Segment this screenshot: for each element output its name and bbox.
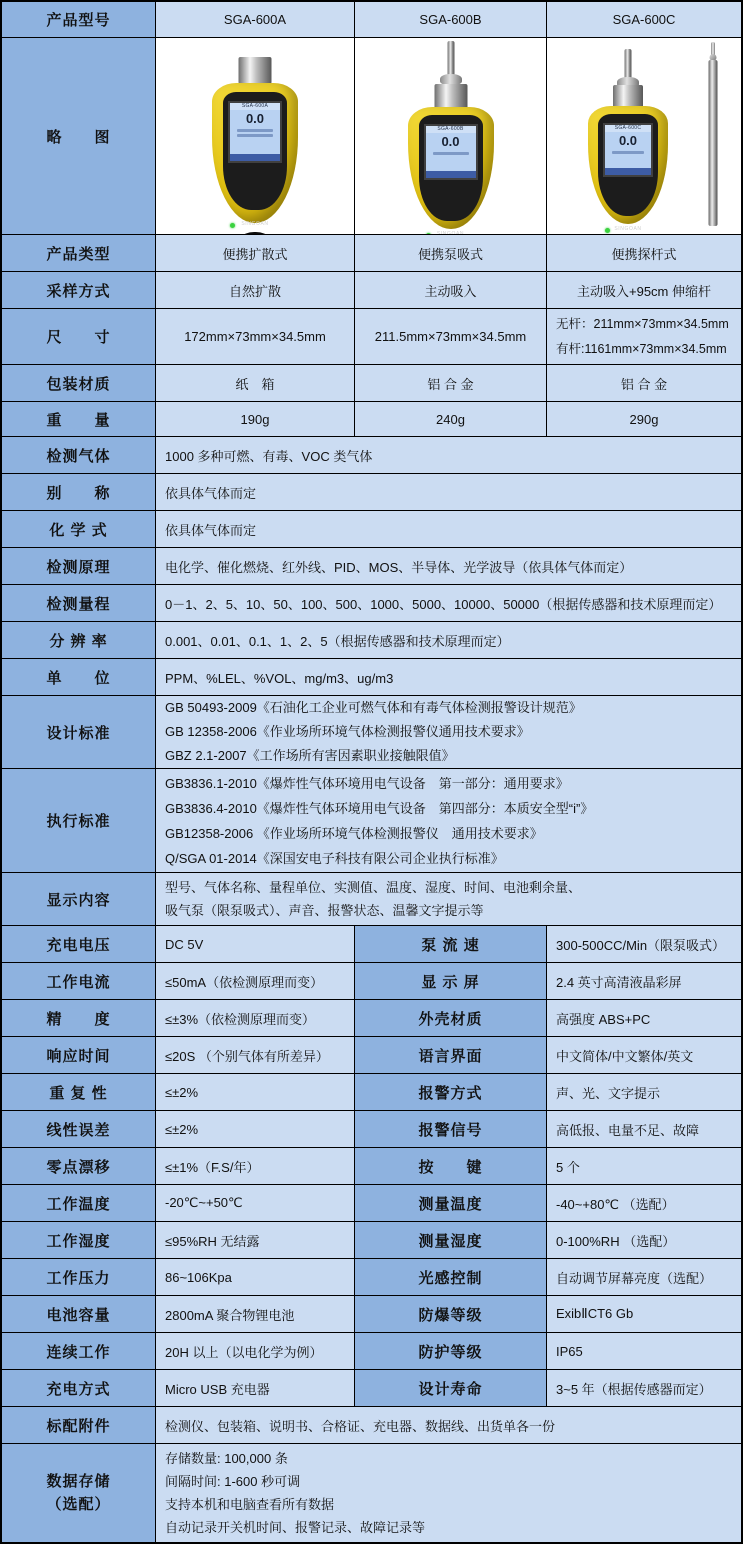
row-working-current-display <box>2 963 741 1000</box>
row-label: 防护等级 <box>355 1333 547 1370</box>
row-label: 精 度 <box>2 1000 156 1037</box>
row-detected-gas <box>2 437 741 474</box>
sensor-cap <box>239 57 272 84</box>
row-label: 充电电压 <box>2 926 156 963</box>
row-detection-principle <box>2 548 741 585</box>
spec-value: 86~106Kpa <box>156 1259 355 1296</box>
spec-value: 铝 合 金 <box>547 365 741 402</box>
spec-value: ≤95%RH 无结露 <box>156 1222 355 1259</box>
row-packaging <box>2 365 741 402</box>
row-label: 显示内容 <box>2 873 156 926</box>
spec-value: 高强度 ABS+PC <box>547 1000 741 1037</box>
spec-value: 0-100%RH （选配） <box>547 1222 741 1259</box>
display-line: 型号、气体名称、量程单位、实测值、温度、湿度、时间、电池剩余量、 <box>165 880 582 895</box>
row-detection-range <box>2 585 741 622</box>
standard-line: GB3836.4-2010《爆炸性气体环境用电气设备 第四部分：本质安全型“i”》 <box>165 800 594 816</box>
standard-line: GB 50493-2009《石油化工企业可燃气体和有毒气体检测报警设计规范》 <box>165 700 582 715</box>
screen-title: SGA-600B <box>426 126 476 133</box>
header-row <box>2 2 741 38</box>
row-label: 别 称 <box>2 474 156 511</box>
row-label-line: 数据存储 <box>46 1473 111 1490</box>
row-label: 线性误差 <box>2 1111 156 1148</box>
spec-value: 1000 多种可燃、有毒、VOC 类气体 <box>156 437 741 474</box>
device-body <box>212 83 298 227</box>
row-label: 包装材质 <box>2 365 156 402</box>
gas-detector-telescopic <box>573 41 683 231</box>
screen-line <box>237 129 273 132</box>
screen-title: SGA-600C <box>605 125 651 132</box>
spec-value: 290g <box>547 402 741 437</box>
spec-value: 依具体气体而定 <box>156 474 741 511</box>
model-name-b: SGA-600B <box>355 2 547 38</box>
dim-with-rod: 有杆:1161mm×73mm×34.5mm <box>556 341 727 356</box>
spec-value: ≤20S （个别气体有所差异） <box>156 1037 355 1074</box>
spec-value <box>156 769 741 873</box>
row-label: 语言界面 <box>355 1037 547 1074</box>
row-label: 设计寿命 <box>355 1370 547 1407</box>
row-label: 尺 寸 <box>2 309 156 365</box>
spec-value: 便携扩散式 <box>156 235 355 272</box>
spec-value: DC 5V <box>156 926 355 963</box>
brand-label: SINGOAN <box>241 221 269 227</box>
row-data-storage <box>2 1444 741 1542</box>
sensor-cap <box>434 84 467 109</box>
row-label: 工作电流 <box>2 963 156 1000</box>
spec-value: 2.4 英寸高清液晶彩屏 <box>547 963 741 1000</box>
spec-value: 主动吸入 <box>355 272 547 309</box>
brand-label: SINGOAN <box>614 226 642 232</box>
lcd-screen <box>424 124 478 180</box>
model-name-a: SGA-600A <box>156 2 355 38</box>
row-weight <box>2 402 741 437</box>
brand-label: SINGOAN <box>436 231 465 235</box>
spec-value: 声、光、文字提示 <box>547 1074 741 1111</box>
row-label: 报警信号 <box>355 1111 547 1148</box>
row-resolution <box>2 622 741 659</box>
button-cluster <box>232 232 278 235</box>
standard-line: GB12358-2006 《作业场所环境气体检测报警仪 通用技术要求》 <box>165 825 543 841</box>
spec-value: 高低报、电量不足、故障 <box>547 1111 741 1148</box>
spec-value: 3~5 年（根据传感器而定） <box>547 1370 741 1407</box>
product-image-b <box>355 38 547 235</box>
row-label: 测量湿度 <box>355 1222 547 1259</box>
rod-shaft <box>709 60 718 226</box>
row-label: 化 学 式 <box>2 511 156 548</box>
spec-value: 中文简体/中文繁体/英文 <box>547 1037 741 1074</box>
display-line: 吸气泵（限泵吸式）、声音、报警状态、温馨文字提示等 <box>165 903 484 918</box>
sketch-label: 略 图 <box>2 38 156 235</box>
sensor-cap <box>613 85 643 108</box>
row-charge-voltage-pump-flow <box>2 926 741 963</box>
front-panel <box>419 115 483 235</box>
row-label: 零点漂移 <box>2 1148 156 1185</box>
dim-no-rod: 无杆：211mm×73mm×34.5mm <box>556 316 729 331</box>
screen-line <box>612 151 644 154</box>
spec-value: 依具体气体而定 <box>156 511 741 548</box>
spec-value: ExibⅡCT6 Gb <box>547 1296 741 1333</box>
row-linearity-alarm-signal <box>2 1111 741 1148</box>
row-label <box>2 1444 156 1542</box>
spec-value: 0.001、0.01、0.1、1、2、5（根据传感器和技术原理而定） <box>156 622 741 659</box>
spec-value: 240g <box>355 402 547 437</box>
spec-value: ≤50mA（依检测原理而变） <box>156 963 355 1000</box>
row-label: 光感控制 <box>355 1259 547 1296</box>
row-label: 连续工作 <box>2 1333 156 1370</box>
screen-footer <box>230 154 280 161</box>
gas-detector-diffusion <box>200 41 310 231</box>
storage-line: 间隔时间: 1-600 秒可调 <box>165 1474 301 1489</box>
row-battery-explosionproof <box>2 1296 741 1333</box>
spec-value: Micro USB 充电器 <box>156 1370 355 1407</box>
spec-value: 211.5mm×73mm×34.5mm <box>355 309 547 365</box>
spec-value <box>156 1444 741 1542</box>
row-execution-standards <box>2 769 741 873</box>
spec-value <box>547 309 741 365</box>
row-dimensions <box>2 309 741 365</box>
row-repeatability-alarm-mode <box>2 1074 741 1111</box>
screen-footer <box>605 168 651 175</box>
row-label: 重 复 性 <box>2 1074 156 1111</box>
row-label: 采样方式 <box>2 272 156 309</box>
storage-line: 支持本机和电脑查看所有数据 <box>165 1497 335 1512</box>
spec-value: 电化学、催化燃烧、红外线、PID、MOS、半导体、光学波导（依具体气体而定） <box>156 548 741 585</box>
row-working-temp-measure-temp <box>2 1185 741 1222</box>
row-label: 测量温度 <box>355 1185 547 1222</box>
screen-title: SGA-600A <box>230 103 280 110</box>
spec-value: 纸 箱 <box>156 365 355 402</box>
telescopic-rod <box>708 42 718 226</box>
row-chemical-formula <box>2 511 741 548</box>
screen-reading: 0.0 <box>245 111 265 126</box>
screen-line <box>433 152 469 155</box>
screen-reading: 0.0 <box>618 133 638 148</box>
spec-value: 检测仪、包装箱、说明书、合格证、充电器、数据线、出货单各一份 <box>156 1407 741 1444</box>
row-working-pressure-light-control <box>2 1259 741 1296</box>
row-label: 充电方式 <box>2 1370 156 1407</box>
row-zero-drift-keys <box>2 1148 741 1185</box>
spec-value: ≤±3%（依检测原理而变） <box>156 1000 355 1037</box>
front-panel <box>598 114 658 232</box>
row-label: 电池容量 <box>2 1296 156 1333</box>
spec-value: 0－1、2、5、10、50、100、500、1000、5000、10000、50000（根据传感器和技术原理而定） <box>156 585 741 622</box>
row-label: 执行标准 <box>2 769 156 873</box>
screen-footer <box>426 171 476 178</box>
spec-value: 300-500CC/Min（限泵吸式） <box>547 926 741 963</box>
row-response-language <box>2 1037 741 1074</box>
spec-value: 190g <box>156 402 355 437</box>
spec-value <box>156 873 741 926</box>
row-design-standards <box>2 696 741 769</box>
row-label: 检测原理 <box>2 548 156 585</box>
storage-line: 存储数量: 100,000 条 <box>165 1451 288 1466</box>
spec-value: 便携泵吸式 <box>355 235 547 272</box>
row-continuous-work-protection <box>2 1333 741 1370</box>
row-label: 工作压力 <box>2 1259 156 1296</box>
spec-value: -40~+80℃ （选配） <box>547 1185 741 1222</box>
product-image-a <box>156 38 355 235</box>
spec-value: 主动吸入+95cm 伸缩杆 <box>547 272 741 309</box>
row-label: 响应时间 <box>2 1037 156 1074</box>
screen-line <box>237 134 273 137</box>
row-label: 防爆等级 <box>355 1296 547 1333</box>
row-label: 标配附件 <box>2 1407 156 1444</box>
standard-line: GB3836.1-2010《爆炸性气体环境用电气设备 第一部分：通用要求》 <box>165 775 569 791</box>
row-label: 检测气体 <box>2 437 156 474</box>
row-label: 检测量程 <box>2 585 156 622</box>
spec-value: -20℃~+50℃ <box>156 1185 355 1222</box>
lcd-screen <box>228 101 282 163</box>
row-label: 泵 流 速 <box>355 926 547 963</box>
row-working-humidity-measure-humidity <box>2 1222 741 1259</box>
row-label: 报警方式 <box>355 1074 547 1111</box>
row-label: 产品类型 <box>2 235 156 272</box>
row-label: 工作温度 <box>2 1185 156 1222</box>
storage-line: 自动记录开关机时间、报警记录、故障记录等 <box>165 1520 426 1535</box>
standard-line: GBZ 2.1-2007《工作场所有害因素职业接触限值》 <box>165 748 455 763</box>
row-label-line: （选配） <box>46 1496 111 1513</box>
spec-value: 2800mA 聚合物锂电池 <box>156 1296 355 1333</box>
spec-value: ≤±2% <box>156 1074 355 1111</box>
spec-value: 自动调节屏幕亮度（选配） <box>547 1259 741 1296</box>
row-units <box>2 659 741 696</box>
row-sampling <box>2 272 741 309</box>
row-label: 单 位 <box>2 659 156 696</box>
spec-value: 便携探杆式 <box>547 235 741 272</box>
standard-line: Q/SGA 01-2014《深国安电子科技有限公司企业执行标准》 <box>165 850 504 866</box>
spec-value: 铝 合 金 <box>355 365 547 402</box>
standard-line: GB 12358-2006《作业场所环境气体检测报警仪通用技术要求》 <box>165 724 530 739</box>
screen-reading: 0.0 <box>441 134 460 149</box>
row-display-content <box>2 873 741 926</box>
row-accuracy-shell <box>2 1000 741 1037</box>
spec-value <box>156 696 741 769</box>
sketch-row <box>2 38 741 235</box>
gas-detector-pump <box>396 41 506 235</box>
spec-value: IP65 <box>547 1333 741 1370</box>
row-label: 外壳材质 <box>355 1000 547 1037</box>
row-label: 重 量 <box>2 402 156 437</box>
row-product-type <box>2 235 741 272</box>
device-body <box>588 106 668 232</box>
spec-value: 172mm×73mm×34.5mm <box>156 309 355 365</box>
front-panel <box>223 92 287 227</box>
spec-value: ≤±2% <box>156 1111 355 1148</box>
product-image-c <box>547 38 741 235</box>
row-label: 显 示 屏 <box>355 963 547 1000</box>
model-name-c: SGA-600C <box>547 2 741 38</box>
lcd-screen <box>603 123 653 177</box>
row-charging-method-design-life <box>2 1370 741 1407</box>
spec-value: 20H 以上（以电化学为例） <box>156 1333 355 1370</box>
row-label: 设计标准 <box>2 696 156 769</box>
spec-value: PPM、%LEL、%VOL、mg/m3、ug/m3 <box>156 659 741 696</box>
spec-value: ≤±1%（F.S/年） <box>156 1148 355 1185</box>
header-label: 产品型号 <box>2 2 156 38</box>
row-label: 工作湿度 <box>2 1222 156 1259</box>
row-label: 分 辨 率 <box>2 622 156 659</box>
spec-value: 5 个 <box>547 1148 741 1185</box>
device-body <box>408 107 494 235</box>
row-alias <box>2 474 741 511</box>
spec-value: 自然扩散 <box>156 272 355 309</box>
row-label: 按 键 <box>355 1148 547 1185</box>
row-accessories <box>2 1407 741 1444</box>
